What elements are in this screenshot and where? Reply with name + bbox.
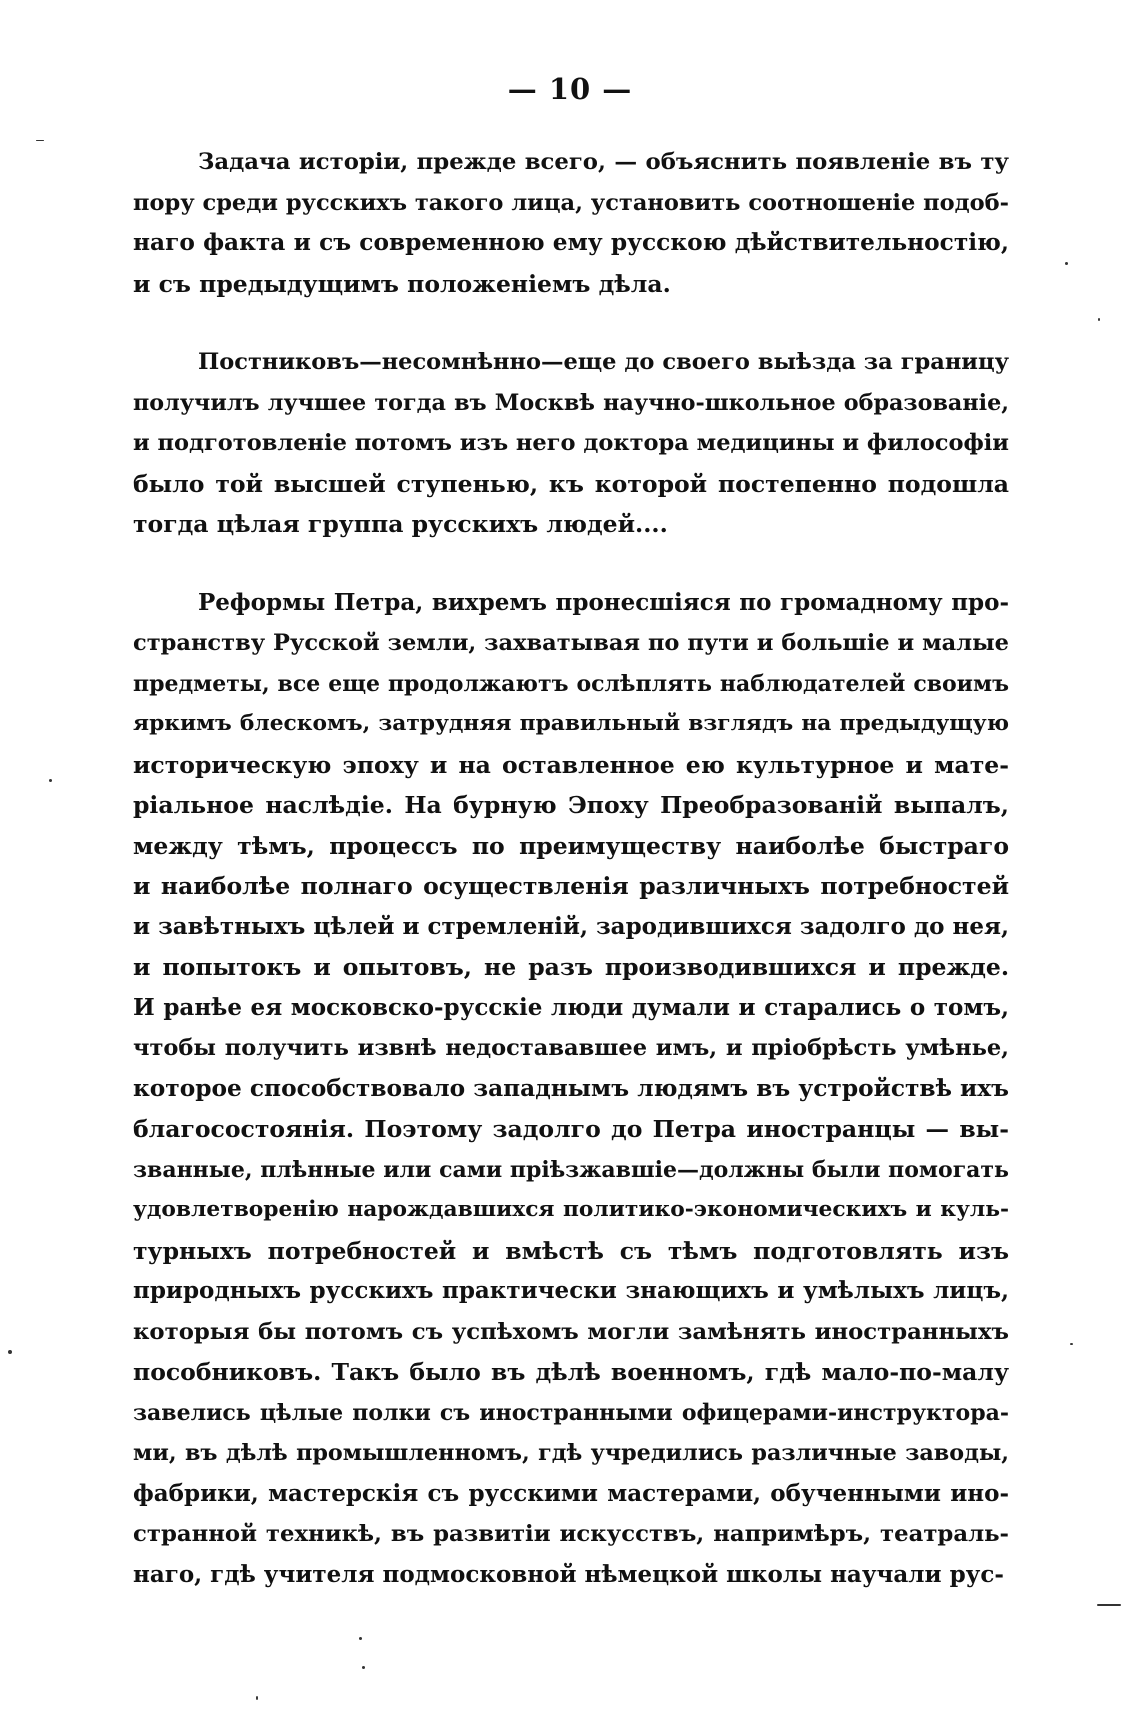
text-line: странной техникѣ, въ развитіи искусствъ, напримѣръ, театраль- <box>133 1521 1009 1547</box>
scan-speck <box>1070 1343 1073 1345</box>
text-line: турныхъ потребностей и вмѣстѣ съ тѣмъ подготовлять изъ <box>133 1236 1009 1265</box>
text-line: пособниковъ. Такъ было въ дѣлѣ военномъ, гдѣ мало-по-малу <box>133 1358 1009 1386</box>
scan-speck <box>256 1696 258 1700</box>
text-line: наго факта и съ современною ему русскою дѣйствительностію, <box>133 229 1009 256</box>
text-line: удовлетворенію нарождавшихся политико-экономическихъ и куль- <box>133 1197 1009 1222</box>
scan-speck <box>1098 318 1100 321</box>
text-line: получилъ лучшее тогда въ Москвѣ научно-школьное образованіе, <box>133 389 1009 416</box>
text-line: благосостоянія. Поэтому задолго до Петра иностранцы — вы- <box>133 1115 1009 1143</box>
text-line: званные, плѣнные или сами пріѣзжавшіе—должны были помогать <box>133 1156 1009 1183</box>
page-number: — 10 — <box>507 72 633 106</box>
text-line: между тѣмъ, процессъ по преимуществу наиболѣе быстраго <box>133 831 1009 860</box>
text-line: и подготовленіе потомъ изъ него доктора медицины и философіи <box>133 430 1009 456</box>
text-line: ми, въ дѣлѣ промышленномъ, гдѣ учредились различные заводы, <box>133 1440 1009 1466</box>
text-line: и завѣтныхъ цѣлей и стремленій, зародившихся задолго до нея, <box>133 912 1009 940</box>
text-line: и попытокъ и опытовъ, не разъ производившихся и прежде. <box>133 953 1009 981</box>
text-line: которое способствовало западнымъ людямъ въ устройствѣ ихъ <box>133 1074 1009 1102</box>
paragraph-2 <box>133 342 1009 545</box>
scan-speck <box>1065 262 1068 265</box>
text-line: пору среди русскихъ такого лица, установить соотношеніе подоб- <box>133 189 1009 216</box>
text-line: завелись цѣлые полки съ иностранными офицерами-инструктора- <box>133 1399 1009 1426</box>
paragraph-1 <box>133 142 1009 304</box>
text-line: странству Русской земли, захватывая по пути и большіе и малые <box>133 630 1009 656</box>
text-line: и съ предыдущимъ положеніемъ дѣла. <box>133 269 671 298</box>
paragraph-3 <box>133 583 1009 1596</box>
scan-speck <box>359 1637 362 1640</box>
text-line: чтобы получить извнѣ недостававшее имъ, и пріобрѣсть умѣнье, <box>133 1035 1009 1061</box>
text-line: природныхъ русскихъ практически знающихъ и умѣлыхъ лицъ, <box>133 1277 1009 1304</box>
text-line: тогда цѣлая группа русскихъ людей.... <box>133 510 668 538</box>
scan-speck <box>362 1666 365 1669</box>
text-line: наго, гдѣ учителя подмосковной нѣмецкой школы научали рус- <box>133 1560 1004 1588</box>
text-line: ріальное наслѣдіе. На бурную Эпоху Преобразованій выпалъ, <box>133 791 1009 819</box>
text-line: И ранѣе ея московско-русскіе люди думали и старались о томъ, <box>133 993 1009 1021</box>
text-line: фабрики, мастерскія съ русскими мастерами, обученными ино- <box>133 1479 1009 1507</box>
text-line: и наиболѣе полнаго осуществленія различныхъ потребностей <box>133 872 1009 900</box>
text-line: Постниковъ—несомнѣнно—еще до своего выѣзда за границу <box>198 349 1009 375</box>
scan-speck <box>36 140 44 141</box>
scan-speck <box>1097 1604 1121 1606</box>
body-text <box>133 142 1009 1595</box>
text-line: историческую эпоху и на оставленное ею культурное и мате- <box>133 750 1009 779</box>
text-line: яркимъ блескомъ, затрудняя правильный взглядъ на предыдущую <box>133 711 1009 736</box>
text-line: Реформы Петра, вихремъ пронесшіяся по громадному про- <box>198 588 1009 616</box>
text-line: предметы, все еще продолжаютъ ослѣплять наблюдателей своимъ <box>133 670 1009 697</box>
scan-speck <box>8 1350 12 1354</box>
text-line: было той высшей ступенью, къ которой постепенно подошла <box>133 469 1009 498</box>
scan-speck <box>49 779 52 782</box>
text-line: которыя бы потомъ съ успѣхомъ могли замѣнять иностранныхъ <box>133 1318 1009 1345</box>
text-line: Задача исторіи, прежде всего, — объяснить появленіе въ ту <box>198 149 1009 175</box>
